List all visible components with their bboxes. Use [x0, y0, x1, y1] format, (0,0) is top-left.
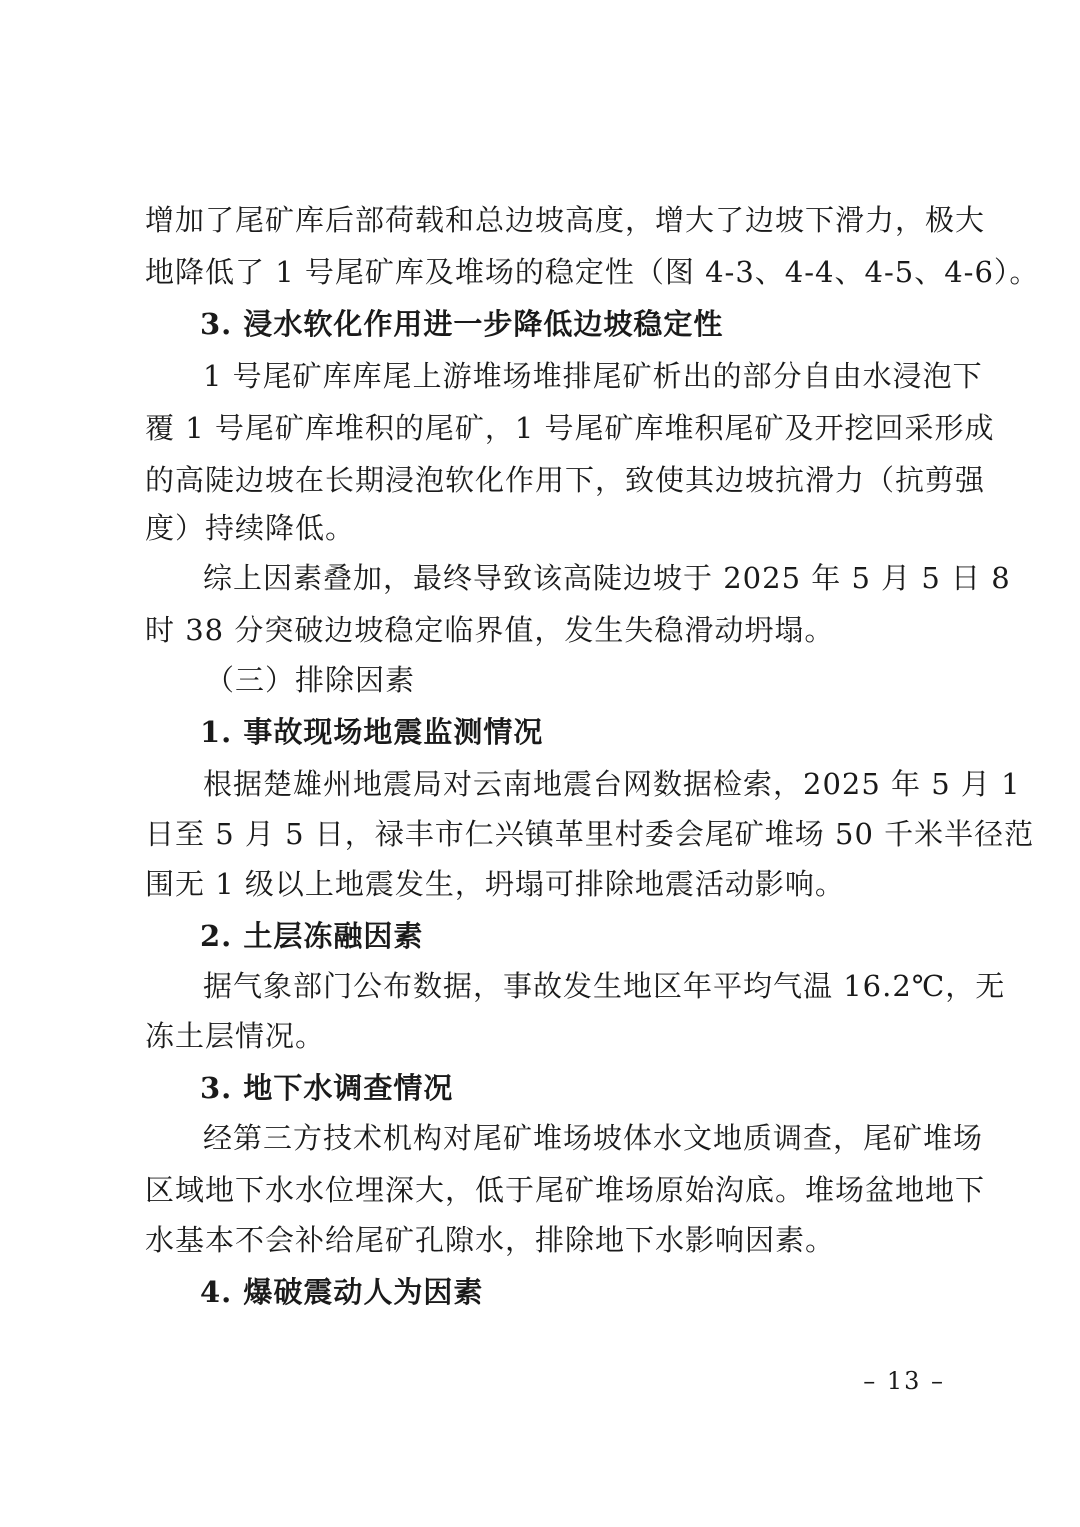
body-text-line: 经第三方技术机构对尾矿堆场坡体水文地质调查，尾矿堆场 — [203, 1121, 984, 1155]
body-text-line: 冻土层情况。 — [145, 1019, 326, 1053]
body-text-line: 覆 1 号尾矿库堆积的尾矿，1 号尾矿库堆积尾矿及开挖回采形成 — [145, 411, 995, 445]
section-heading: 3. 地下水调查情况 — [200, 1071, 454, 1105]
body-text-line: 时 38 分突破边坡稳定临界值，发生失稳滑动坍塌。 — [145, 613, 835, 647]
body-text-line: 据气象部门公布数据，事故发生地区年平均气温 16.2℃，无 — [203, 969, 1006, 1003]
body-text-line: 围无 1 级以上地震发生，坍塌可排除地震活动影响。 — [145, 867, 845, 901]
body-text-line: 度）持续降低。 — [145, 511, 356, 545]
subsection-heading: （三）排除因素 — [205, 663, 416, 697]
body-text-line: 水基本不会补给尾矿孔隙水，排除地下水影响因素。 — [145, 1223, 836, 1257]
page-number: – 13 – — [863, 1367, 945, 1395]
body-text-line: 根据楚雄州地震局对云南地震台网数据检索，2025 年 5 月 1 — [203, 767, 1021, 801]
body-text-line: 地降低了 1 号尾矿库及堆场的稳定性（图 4-3、4-4、4-5、4-6）。 — [145, 255, 1040, 289]
section-heading: 4. 爆破震动人为因素 — [200, 1275, 484, 1309]
body-text-line: 综上因素叠加，最终导致该高陡边坡于 2025 年 5 月 5 日 8 — [203, 561, 1011, 595]
body-text-line: 的高陡边坡在长期浸泡软化作用下，致使其边坡抗滑力（抗剪强 — [145, 463, 986, 497]
section-heading: 1. 事故现场地震监测情况 — [200, 715, 544, 749]
body-text-line: 区域地下水水位埋深大，低于尾矿堆场原始沟底。堆场盆地地下 — [145, 1173, 986, 1207]
section-heading: 3. 浸水软化作用进一步降低边坡稳定性 — [200, 307, 724, 341]
body-text-line: 日至 5 月 5 日，禄丰市仁兴镇革里村委会尾矿堆场 50 千米半径范 — [145, 817, 1035, 851]
body-text-line: 1 号尾矿库库尾上游堆场堆排尾矿析出的部分自由水浸泡下 — [203, 359, 983, 393]
body-text-line: 增加了尾矿库后部荷载和总边坡高度，增大了边坡下滑力，极大 — [145, 203, 986, 237]
section-heading: 2. 土层冻融因素 — [200, 919, 424, 953]
